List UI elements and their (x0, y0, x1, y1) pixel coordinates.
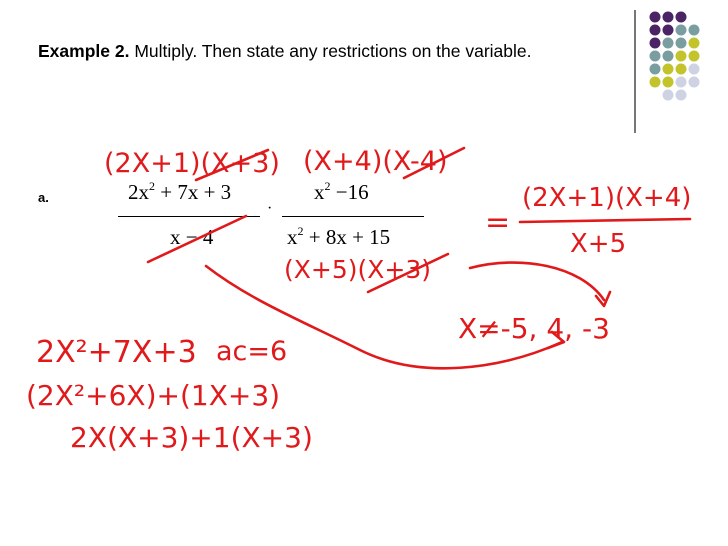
numerator-2: $x^2 -16$ (314, 179, 369, 204)
numerator-1: $2x^2 + 7x + 3$ (128, 179, 232, 204)
result-denominator: X+5 (570, 229, 627, 259)
work-step-3: 2X(X+3)+1(X+3) (70, 421, 313, 454)
work-step-2: (2X²+6X)+(1X+3) (26, 379, 281, 412)
factor-denominator-2: (X+5)(X+3) (284, 255, 431, 284)
example-instructions: Multiply. Then state any restrictions on the variable. (129, 41, 532, 61)
cancel-stroke-x-minus-4-bottom (148, 216, 246, 262)
arrow-curve-right (470, 263, 604, 300)
ac-product-note: ac=6 (216, 336, 288, 367)
example-label: Example 2. (38, 41, 130, 61)
work-step-1: 2X²+7X+3 (36, 335, 197, 370)
denominator-2: $x^2 + 8x + 15$ (287, 224, 391, 249)
factor-numerator-1: (2X+1)(X+3) (104, 148, 280, 179)
multiply-dot: · (267, 200, 273, 217)
part-label: a. (38, 190, 49, 205)
restriction-statement: X≠-5, 4, -3 (458, 312, 610, 345)
result-fraction-bar (520, 219, 690, 222)
result-numerator: (2X+1)(X+4) (522, 183, 692, 213)
factor-numerator-2: (X+4)(X-4) (303, 146, 448, 177)
equals-sign: = (485, 205, 511, 240)
denominator-1: x − 4 (170, 225, 214, 249)
